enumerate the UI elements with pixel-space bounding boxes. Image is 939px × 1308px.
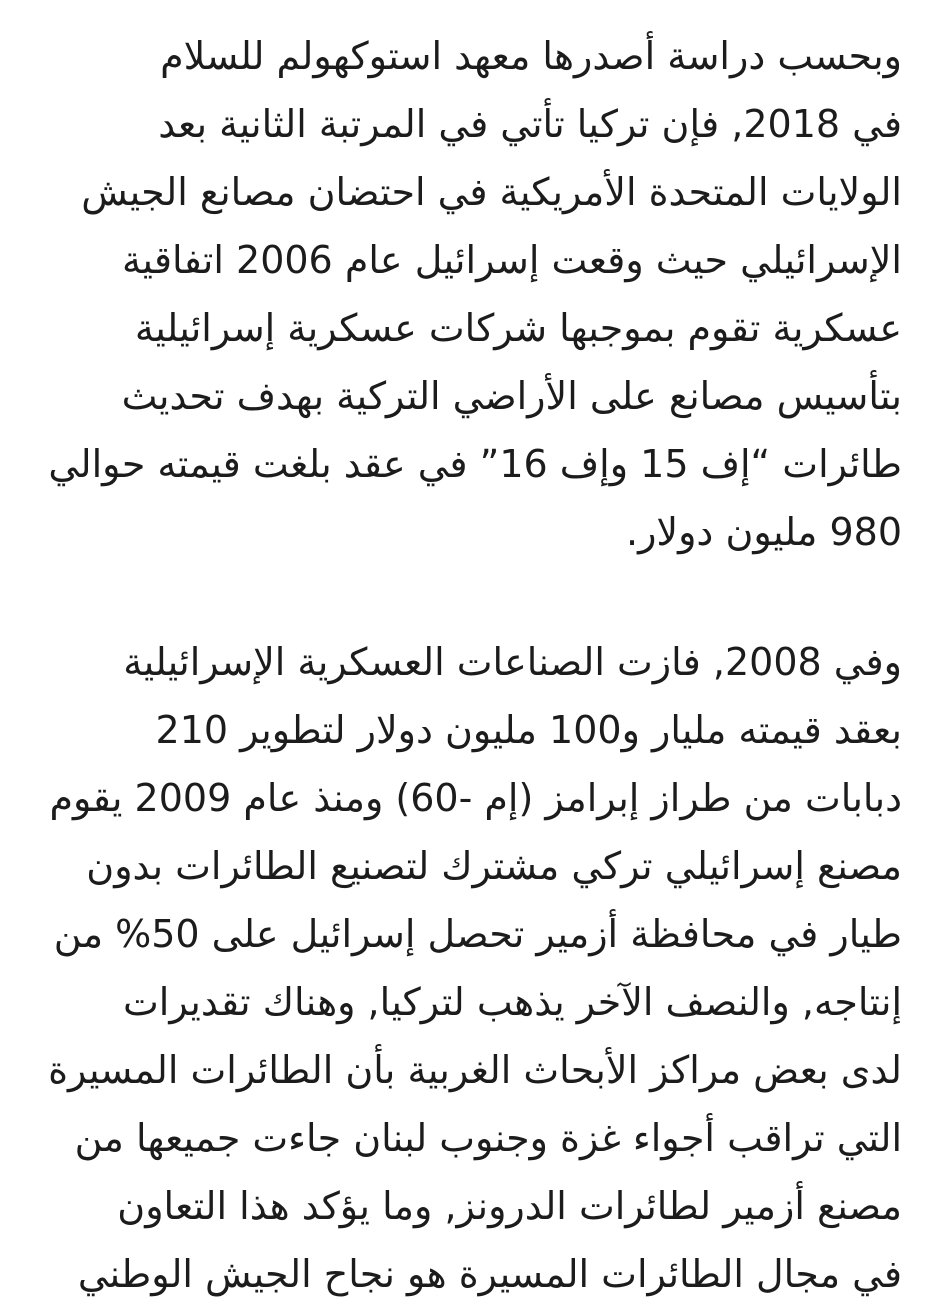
text-line: الولايات المتحدة الأمريكية في احتضان مصانع الجيش	[81, 170, 902, 214]
text-line: طائرات “إف 15 وإف 16” في عقد بلغت قيمته حوالي	[48, 442, 902, 486]
text-line: وبحسب دراسة أصدرها معهد استوكهولم للسلام	[160, 34, 902, 78]
text-line: مصنع إسرائيلي تركي مشترك لتصنيع الطائرات بدون	[86, 844, 902, 888]
text-line: التي تراقب أجواء غزة وجنوب لبنان جاءت جميعها من	[74, 1116, 902, 1160]
text-line: بتأسيس مصانع على الأراضي التركية بهدف تحديث	[121, 374, 902, 418]
text-line: بعقد قيمته مليار و100 مليون دولار لتطوير 210	[155, 708, 902, 752]
text-line: دبابات من طراز إبرامز (إم -60) ومنذ عام 2009 يقوم	[49, 776, 902, 820]
text-line: مصنع أزمير لطائرات الدرونز, وما يؤكد هذا التعاون	[117, 1184, 902, 1228]
paragraph-1	[36, 22, 902, 566]
text-line: لدى بعض مراكز الأبحاث الغربية بأن الطائرات المسيرة	[48, 1048, 902, 1092]
text-line: عسكرية تقوم بموجبها شركات عسكرية إسرائيلية	[134, 306, 902, 350]
text-line: في مجال الطائرات المسيرة هو نجاح الجيش الوطني	[77, 1252, 902, 1296]
text-line: وفي 2008, فازت الصناعات العسكرية الإسرائيلية	[123, 640, 902, 684]
paragraph-2	[36, 628, 902, 1308]
text-line: طيار في محافظة أزمير تحصل إسرائيل على 50% من	[53, 912, 902, 956]
article-body	[36, 22, 902, 1308]
text-line: 980 مليون دولار.	[625, 510, 902, 554]
text-line: الإسرائيلي حيث وقعت إسرائيل عام 2006 اتفاقية	[122, 238, 902, 282]
text-line: في 2018, فإن تركيا تأتي في المرتبة الثانية بعد	[158, 102, 902, 146]
text-line: إنتاجه, والنصف الآخر يذهب لتركيا, وهناك تقديرات	[123, 980, 902, 1024]
